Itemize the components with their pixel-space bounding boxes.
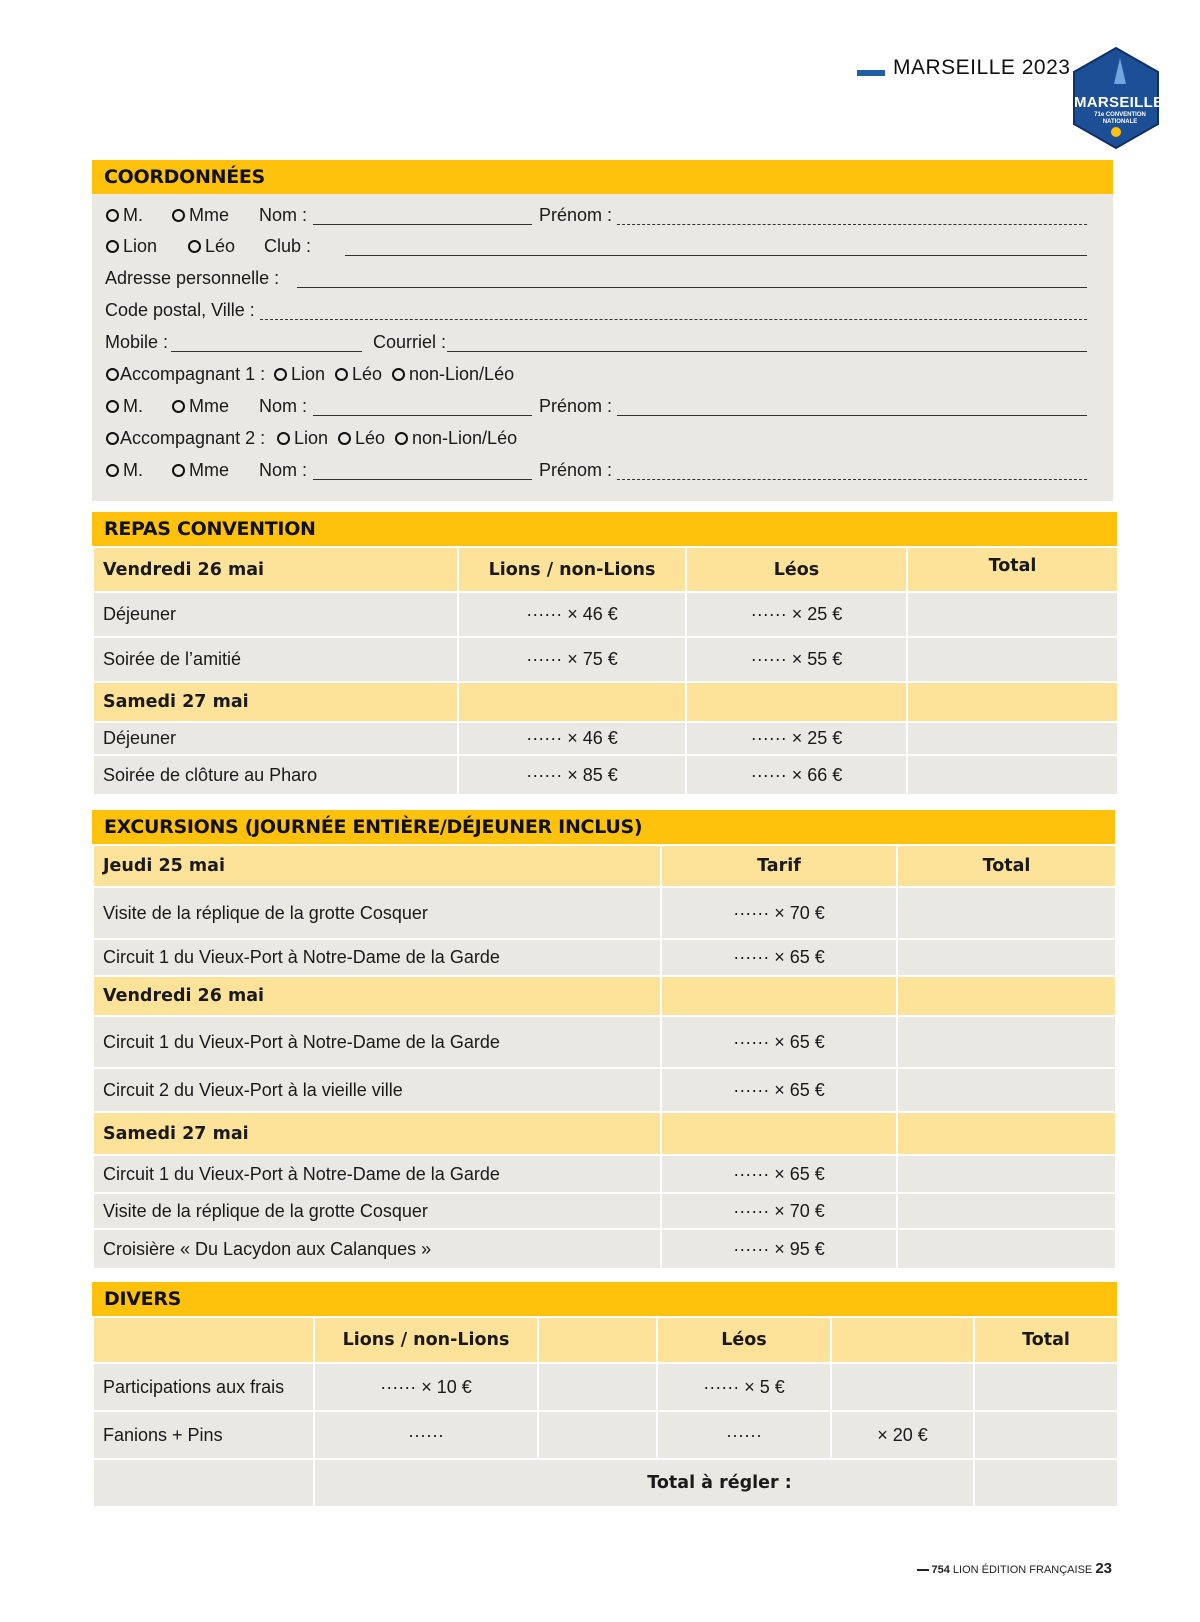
col-header-leos: Léos xyxy=(657,1317,831,1363)
tarif-qty-field[interactable]: ······ × 65 € xyxy=(661,1016,897,1068)
table-row xyxy=(93,592,1118,637)
divers-table xyxy=(92,1316,1119,1508)
table-row xyxy=(93,1155,1116,1193)
lions-qty-field[interactable]: ······ xyxy=(314,1411,538,1459)
nom-field[interactable] xyxy=(313,224,532,225)
table-row xyxy=(93,637,1118,682)
page-number: 23 xyxy=(1095,1560,1112,1577)
lions-qty-field[interactable]: ······ × 85 € xyxy=(458,755,686,795)
header-title: MARSEILLE 2023 xyxy=(893,56,1071,79)
nom-label: Nom : xyxy=(259,205,308,225)
item-label: Participations aux frais xyxy=(93,1363,314,1411)
radio-circle-icon xyxy=(338,432,351,445)
prenom-label: Prénom : xyxy=(539,205,613,225)
issue-number: 754 xyxy=(931,1564,950,1576)
total-cell[interactable] xyxy=(974,1411,1118,1459)
col-header-lions: Lions / non-Lions xyxy=(314,1317,538,1363)
logo-subtext: 71e CONVENTION NATIONALE xyxy=(1094,112,1146,125)
col-header-total: Total xyxy=(974,1317,1118,1363)
total-cell[interactable] xyxy=(897,1016,1116,1068)
total-cell[interactable] xyxy=(897,1193,1116,1229)
radio-circle-icon xyxy=(395,432,408,445)
title-radio-m[interactable]: M. xyxy=(106,205,143,226)
grand-total-label: Total à régler : xyxy=(314,1459,974,1507)
magazine-name: LION ÉDITION FRANÇAISE xyxy=(952,1564,1093,1576)
excursions-heading: EXCURSIONS (JOURNÉE ENTIÈRE/DÉJEUNER INCLUS) xyxy=(92,810,1115,844)
courriel-label: Courriel : xyxy=(373,332,447,352)
leos-qty-field[interactable]: ······ xyxy=(657,1411,831,1459)
acc1-nom-label: Nom : xyxy=(259,396,308,416)
grand-total-field[interactable] xyxy=(974,1459,1118,1507)
table-row xyxy=(93,1016,1116,1068)
tarif-qty-field[interactable]: ······ × 70 € xyxy=(661,1193,897,1229)
acc1-radio-nonlion[interactable]: non-Lion/Léo xyxy=(392,364,514,385)
tarif-qty-field[interactable]: ······ × 65 € xyxy=(661,1068,897,1112)
excursion-label: Circuit 1 du Vieux-Port à Notre-Dame de la Garde xyxy=(93,939,661,976)
radio-circle-icon xyxy=(106,464,119,477)
header-accent-bar xyxy=(857,70,885,76)
radio-circle-icon xyxy=(172,400,185,413)
acc1-radio-lion[interactable]: Lion xyxy=(274,364,325,385)
excursion-label: Circuit 1 du Vieux-Port à Notre-Dame de la Garde xyxy=(93,1155,661,1193)
day-row xyxy=(93,682,1118,722)
acc2-radio-nonlion[interactable]: non-Lion/Léo xyxy=(395,428,517,449)
leos-qty-field[interactable]: ······ × 25 € xyxy=(686,592,907,637)
total-cell[interactable] xyxy=(897,1068,1116,1112)
footer-dash xyxy=(917,1569,929,1571)
acc2-radio-leo[interactable]: Léo xyxy=(338,428,385,449)
excursion-label: Visite de la réplique de la grotte Cosquer xyxy=(93,1193,661,1229)
unit-price: × 20 € xyxy=(831,1411,974,1459)
divers-heading: DIVERS xyxy=(92,1282,1117,1316)
club-field[interactable] xyxy=(345,255,1087,256)
acc1-radio-m[interactable]: M. xyxy=(106,396,143,417)
col-header-total: Total xyxy=(897,845,1116,887)
radio-circle-icon xyxy=(106,209,119,222)
total-cell[interactable] xyxy=(907,592,1118,637)
radio-circle-icon xyxy=(172,464,185,477)
total-cell[interactable] xyxy=(897,1229,1116,1269)
acc1-nom-field[interactable] xyxy=(313,415,532,416)
day-header: Vendredi 26 mai xyxy=(93,547,458,592)
total-cell[interactable] xyxy=(897,939,1116,976)
acc2-prenom-field[interactable] xyxy=(617,479,1087,480)
item-label: Fanions + Pins xyxy=(93,1411,314,1459)
lions-qty-field[interactable]: ······ × 75 € xyxy=(458,637,686,682)
acc2-nom-field[interactable] xyxy=(313,479,532,480)
acc2-radio-lion[interactable]: Lion xyxy=(277,428,328,449)
table-row xyxy=(93,887,1116,939)
day-row xyxy=(93,1112,1116,1155)
tarif-qty-field[interactable]: ······ × 70 € xyxy=(661,887,897,939)
day-header: Samedi 27 mai xyxy=(93,682,458,722)
adresse-label: Adresse personnelle : xyxy=(105,268,280,288)
total-cell[interactable] xyxy=(907,755,1118,795)
table-row xyxy=(93,1411,1118,1459)
acc2-radio-mme[interactable]: Mme xyxy=(172,460,229,481)
radio-circle-icon xyxy=(106,400,119,413)
member-radio-leo[interactable]: Léo xyxy=(188,236,235,257)
radio-circle-icon xyxy=(106,240,119,253)
table-row xyxy=(93,722,1118,755)
day-header: Jeudi 25 mai xyxy=(93,845,661,887)
grand-total-row xyxy=(93,1459,1118,1507)
tarif-qty-field[interactable]: ······ × 65 € xyxy=(661,939,897,976)
excursion-label: Circuit 2 du Vieux-Port à la vieille ville xyxy=(93,1068,661,1112)
courriel-field[interactable] xyxy=(447,351,1087,352)
col-header-leos: Léos xyxy=(686,547,907,592)
repas-heading: REPAS CONVENTION xyxy=(92,512,1117,546)
total-cell[interactable] xyxy=(907,722,1118,755)
leos-qty-field[interactable]: ······ × 25 € xyxy=(686,722,907,755)
repas-table xyxy=(92,546,1119,796)
acc2-nom-label: Nom : xyxy=(259,460,308,480)
radio-circle-icon xyxy=(188,240,201,253)
mobile-label: Mobile : xyxy=(105,332,169,352)
table-row xyxy=(93,1363,1118,1411)
lions-qty-field[interactable]: ······ × 46 € xyxy=(458,592,686,637)
meal-label: Déjeuner xyxy=(93,722,458,755)
meal-label: Déjeuner xyxy=(93,592,458,637)
accompagnant-1-checkbox[interactable]: Accompagnant 1 : xyxy=(106,364,265,385)
table-header-row xyxy=(93,845,1116,887)
radio-circle-icon xyxy=(335,368,348,381)
table-header-row xyxy=(93,547,1118,592)
coordonnees-heading: COORDONNÉES xyxy=(92,160,1113,194)
col-header-tarif: Tarif xyxy=(661,845,897,887)
logo-text: MARSEILLE xyxy=(1074,94,1164,111)
acc2-prenom-label: Prénom : xyxy=(539,460,613,480)
coordonnees-form xyxy=(92,194,1113,501)
table-row xyxy=(93,1229,1116,1269)
acc1-prenom-label: Prénom : xyxy=(539,396,613,416)
radio-circle-icon xyxy=(274,368,287,381)
club-label: Club : xyxy=(264,236,312,256)
adresse-field[interactable] xyxy=(297,287,1087,288)
leos-qty-field[interactable]: ······ × 5 € xyxy=(657,1363,831,1411)
acc1-radio-leo[interactable]: Léo xyxy=(335,364,382,385)
col-header-lions: Lions / non-Lions xyxy=(458,547,686,592)
page-footer xyxy=(917,1560,1112,1577)
col-header-total: Total xyxy=(907,547,1118,592)
radio-circle-icon xyxy=(106,432,119,445)
table-row xyxy=(93,755,1118,795)
code-postal-label: Code postal, Ville : xyxy=(105,300,255,320)
day-header: Samedi 27 mai xyxy=(93,1112,661,1155)
prenom-field[interactable] xyxy=(617,224,1087,225)
leos-qty-field[interactable]: ······ × 55 € xyxy=(686,637,907,682)
leos-qty-field[interactable]: ······ × 66 € xyxy=(686,755,907,795)
table-row xyxy=(93,939,1116,976)
total-cell[interactable] xyxy=(974,1363,1118,1411)
total-cell[interactable] xyxy=(897,1155,1116,1193)
table-header-row xyxy=(93,1317,1118,1363)
acc1-prenom-field[interactable] xyxy=(617,415,1087,416)
excursions-table xyxy=(92,844,1117,1270)
mobile-field[interactable] xyxy=(171,351,362,352)
code-postal-field[interactable] xyxy=(260,319,1087,320)
excursion-label: Visite de la réplique de la grotte Cosquer xyxy=(93,887,661,939)
radio-circle-icon xyxy=(277,432,290,445)
acc1-radio-mme[interactable]: Mme xyxy=(172,396,229,417)
title-radio-mme[interactable]: Mme xyxy=(172,205,229,226)
day-header: Vendredi 26 mai xyxy=(93,976,661,1016)
tarif-qty-field[interactable]: ······ × 65 € xyxy=(661,1155,897,1193)
lions-qty-field[interactable]: ······ × 46 € xyxy=(458,722,686,755)
total-cell[interactable] xyxy=(907,637,1118,682)
radio-circle-icon xyxy=(172,209,185,222)
table-row xyxy=(93,1068,1116,1112)
radio-circle-icon xyxy=(392,368,405,381)
excursion-label: Croisière « Du Lacydon aux Calanques » xyxy=(93,1229,661,1269)
meal-label: Soirée de l’amitié xyxy=(93,637,458,682)
total-cell[interactable] xyxy=(897,887,1116,939)
acc2-radio-m[interactable]: M. xyxy=(106,460,143,481)
tarif-qty-field[interactable]: ······ × 95 € xyxy=(661,1229,897,1269)
meal-label: Soirée de clôture au Pharo xyxy=(93,755,458,795)
accompagnant-2-checkbox[interactable]: Accompagnant 2 : xyxy=(106,428,265,449)
excursion-label: Circuit 1 du Vieux-Port à Notre-Dame de la Garde xyxy=(93,1016,661,1068)
table-row xyxy=(93,1193,1116,1229)
lions-qty-field[interactable]: ······ × 10 € xyxy=(314,1363,538,1411)
radio-circle-icon xyxy=(106,368,119,381)
member-radio-lion[interactable]: Lion xyxy=(106,236,157,257)
day-row xyxy=(93,976,1116,1016)
